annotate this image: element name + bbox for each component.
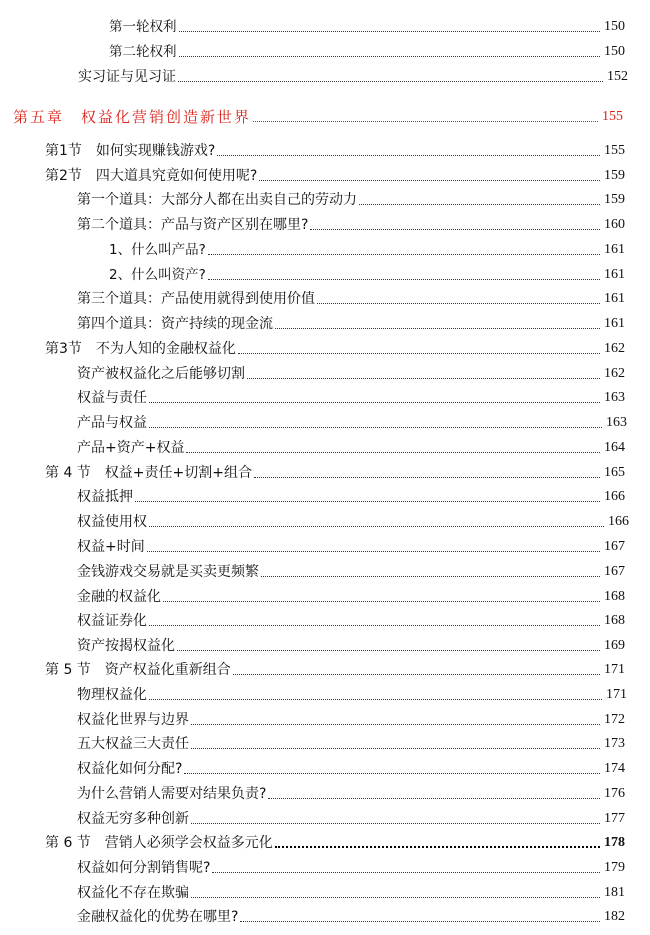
toc-entry[interactable]	[77, 509, 629, 531]
toc-entry[interactable]	[77, 584, 625, 606]
toc-entry-title: 物理权益化	[77, 687, 147, 703]
toc-entry-page: 150	[604, 19, 625, 34]
toc-entry[interactable]	[77, 806, 625, 828]
toc-section-entry[interactable]	[45, 830, 625, 852]
dot-leader	[178, 81, 603, 82]
toc-entry[interactable]	[77, 756, 625, 778]
dot-leader	[191, 724, 600, 725]
toc-entry-page: 176	[604, 786, 625, 801]
toc-entry[interactable]	[77, 633, 625, 655]
toc-entry[interactable]	[77, 731, 625, 753]
toc-entry-page: 155	[604, 143, 625, 158]
toc-entry-page: 182	[604, 909, 625, 924]
dot-leader	[261, 576, 600, 577]
toc-entry-page: 171	[606, 687, 627, 702]
toc-entry-page: 166	[604, 489, 625, 504]
toc-entry-page: 166	[608, 514, 629, 529]
toc-section-entry[interactable]	[45, 163, 625, 185]
dot-leader	[191, 823, 600, 824]
toc-entry[interactable]	[109, 262, 625, 284]
toc-entry-title: 金钱游戏交易就是买卖更频繁	[77, 564, 259, 580]
toc-entry-title: 第 5 节 资产权益化重新组合	[45, 662, 231, 678]
toc-entry-title: 第二轮权利	[109, 44, 177, 60]
dot-leader	[149, 427, 602, 428]
toc-entry-page: 177	[604, 811, 625, 826]
toc-entry-page: 174	[604, 761, 625, 776]
toc-entry[interactable]	[77, 707, 625, 729]
toc-entry-title: 第二个道具：产品与资产区别在哪里?	[77, 217, 309, 233]
toc-entry[interactable]	[77, 311, 625, 333]
dot-leader	[186, 452, 600, 453]
dot-leader	[259, 180, 600, 181]
dot-leader	[149, 526, 604, 527]
toc-entry[interactable]	[77, 781, 625, 803]
toc-section-entry[interactable]	[45, 460, 625, 482]
dot-leader	[147, 551, 600, 552]
toc-entry-page: 167	[604, 539, 625, 554]
dot-leader	[212, 872, 600, 873]
toc-entry[interactable]	[77, 559, 625, 581]
toc-chapter-page: 155	[602, 109, 623, 124]
dot-leader	[310, 229, 600, 230]
toc-entry-title: 2、什么叫资产?	[109, 267, 206, 283]
toc-entry[interactable]	[77, 187, 625, 209]
toc-chapter-entry[interactable]	[13, 104, 623, 126]
toc-entry-title: 第 6 节 营销人必须学会权益多元化	[45, 835, 273, 851]
toc-entry[interactable]	[109, 237, 625, 259]
toc-entry-title: 第四个道具：资产持续的现金流	[77, 316, 273, 332]
dot-leader	[184, 773, 600, 774]
toc-entry[interactable]	[77, 212, 625, 234]
dot-leader	[240, 921, 600, 922]
dot-leader	[275, 328, 600, 329]
toc-entry-title: 1、什么叫产品?	[109, 242, 206, 258]
toc-entry-title: 为什么营销人需要对结果负责?	[77, 786, 267, 802]
toc-entry-page: 150	[604, 44, 625, 59]
toc-entry-page: 169	[604, 638, 625, 653]
toc-entry-title: 第1节 如何实现赚钱游戏?	[45, 143, 216, 159]
toc-entry-title: 权益如何分割销售呢?	[77, 860, 211, 876]
toc-entry-title: 第三个道具：产品使用就得到使用价值	[77, 291, 315, 307]
toc-entry-title: 第 4 节 权益+责任+切割+组合	[45, 465, 252, 481]
dot-leader	[179, 56, 601, 57]
dot-leader	[359, 204, 600, 205]
toc-entry-page: 168	[604, 589, 625, 604]
toc-entry-title: 权益+时间	[77, 539, 145, 555]
toc-entry-title: 权益化如何分配?	[77, 761, 183, 777]
toc-entry-title: 第3节 不为人知的金融权益化	[45, 341, 236, 357]
toc-entry-page: 161	[604, 267, 625, 282]
toc-entry[interactable]	[77, 361, 625, 383]
dot-leader	[149, 402, 600, 403]
dot-leader	[163, 601, 600, 602]
toc-entry-title: 第一轮权利	[109, 19, 177, 35]
dot-leader	[149, 699, 602, 700]
toc-entry-title: 金融的权益化	[77, 589, 161, 605]
toc-entry-page: 161	[604, 242, 625, 257]
dot-leader	[275, 846, 600, 848]
toc-section-entry[interactable]	[45, 657, 625, 679]
toc-entry-title: 资产按揭权益化	[77, 638, 175, 654]
toc-entry-page: 181	[604, 885, 625, 900]
dot-leader	[247, 378, 600, 379]
toc-entry-page: 178	[604, 835, 625, 850]
toc-entry[interactable]	[77, 410, 627, 432]
toc-section-entry[interactable]	[45, 138, 625, 160]
toc-entry[interactable]	[77, 286, 625, 308]
toc-entry[interactable]	[77, 534, 625, 556]
toc-section-entry[interactable]	[45, 336, 625, 358]
toc-entry-page: 160	[604, 217, 625, 232]
toc-entry-page: 172	[604, 712, 625, 727]
dot-leader	[238, 353, 600, 354]
dot-leader	[217, 155, 600, 156]
dot-leader	[191, 897, 600, 898]
toc-entry-page: 161	[604, 316, 625, 331]
dot-leader	[177, 650, 600, 651]
toc-entry-page: 165	[604, 465, 625, 480]
toc-entry-page: 163	[604, 390, 625, 405]
toc-entry-title: 权益与责任	[77, 390, 147, 406]
toc-entry-title: 金融权益化的优势在哪里?	[77, 909, 239, 925]
toc-entry-title: 权益化不存在欺骗	[77, 885, 189, 901]
dot-leader	[149, 625, 600, 626]
dot-leader	[233, 674, 600, 675]
toc-entry[interactable]	[77, 385, 625, 407]
toc-entry-page: 168	[604, 613, 625, 628]
toc-entry-title: 五大权益三大责任	[77, 736, 189, 752]
dot-leader	[268, 798, 600, 799]
toc-entry[interactable]	[77, 904, 625, 926]
toc-entry[interactable]	[78, 64, 628, 86]
toc-entry-title: 实习证与见习证	[78, 69, 176, 85]
toc-chapter-title: 第五章 权益化营销创造新世界	[13, 108, 252, 126]
dot-leader	[191, 748, 600, 749]
toc-entry-page: 152	[607, 69, 628, 84]
toc-entry-page: 162	[604, 341, 625, 356]
toc-entry-title: 产品与权益	[77, 415, 147, 431]
toc-entry-page: 167	[604, 564, 625, 579]
toc-entry-page: 163	[606, 415, 627, 430]
toc-entry-title: 权益抵押	[77, 489, 133, 505]
toc-entry-title: 权益无穷多种创新	[77, 811, 189, 827]
toc-entry-page: 161	[604, 291, 625, 306]
toc-entry[interactable]	[77, 855, 625, 877]
toc-entry[interactable]	[77, 608, 625, 630]
dot-leader	[179, 31, 601, 32]
toc-entry-page: 179	[604, 860, 625, 875]
dot-leader	[253, 121, 598, 122]
toc-entry-page: 173	[604, 736, 625, 751]
toc-entry-title: 权益化世界与边界	[77, 712, 189, 728]
toc-entry[interactable]	[77, 880, 625, 902]
toc-entry[interactable]	[77, 435, 625, 457]
toc-entry-title: 资产被权益化之后能够切割	[77, 366, 245, 382]
toc-entry[interactable]	[77, 484, 625, 506]
toc-entry[interactable]	[109, 39, 625, 61]
toc-entry[interactable]	[77, 682, 627, 704]
toc-entry-page: 159	[604, 168, 625, 183]
dot-leader	[208, 254, 600, 255]
toc-entry-page: 159	[604, 192, 625, 207]
toc-entry-page: 164	[604, 440, 625, 455]
dot-leader	[135, 501, 600, 502]
toc-entry-page: 162	[604, 366, 625, 381]
toc-entry-title: 第2节 四大道具究竟如何使用呢?	[45, 168, 258, 184]
toc-entry-title: 权益证券化	[77, 613, 147, 629]
toc-entry-title: 权益使用权	[77, 514, 147, 530]
toc-entry-title: 产品+资产+权益	[77, 440, 185, 456]
dot-leader	[208, 279, 600, 280]
dot-leader	[317, 303, 600, 304]
toc-entry-title: 第一个道具：大部分人都在出卖自己的劳动力	[77, 192, 357, 208]
toc-entry[interactable]	[109, 14, 625, 36]
toc-entry-page: 171	[604, 662, 625, 677]
dot-leader	[254, 477, 600, 478]
